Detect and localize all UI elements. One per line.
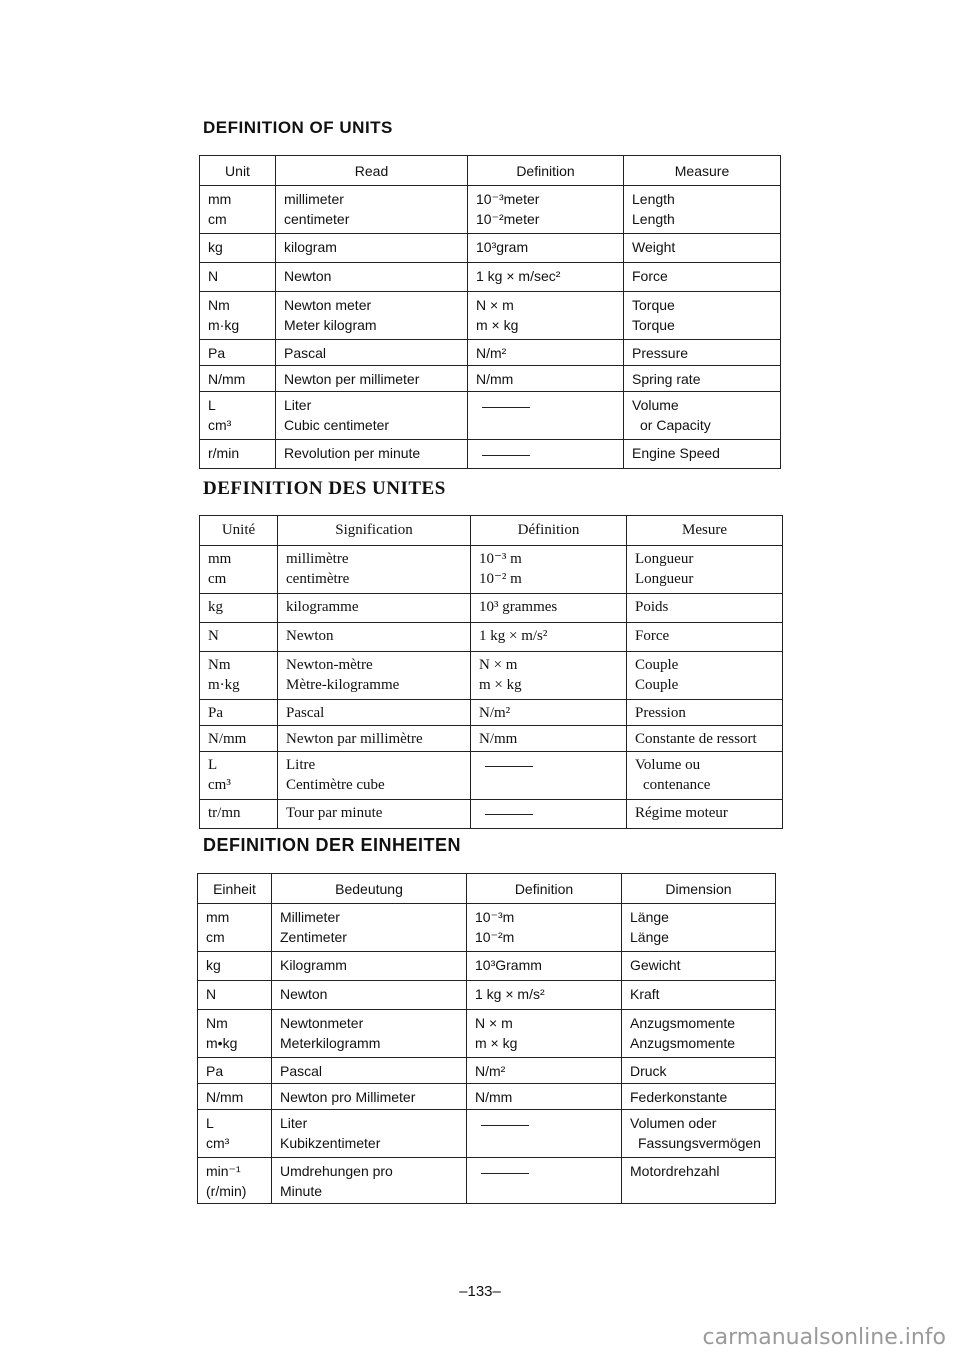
cell-definition (468, 366, 624, 392)
cell-measure (627, 623, 783, 652)
cell-definition (467, 1010, 622, 1058)
header-definition: Definition (467, 874, 622, 904)
cell-measure (624, 340, 781, 366)
cell-line: contenance (643, 777, 711, 793)
cell-line: Millimeter (280, 909, 340, 925)
cell-measure (624, 263, 781, 292)
cell-definition (467, 904, 622, 952)
cell-line: N/mm (479, 731, 518, 747)
cell-measure (624, 366, 781, 392)
cell-line: Kilogramm (280, 957, 347, 973)
cell-definition (468, 263, 624, 292)
header-unit: Einheit (198, 874, 272, 904)
cell-measure (627, 652, 783, 700)
cell-line: Litre (286, 757, 316, 773)
units-table-en (199, 155, 781, 469)
cell-read (276, 234, 468, 263)
cell-line: Spring rate (632, 371, 701, 387)
empty-dash (482, 455, 530, 456)
cell-line: Newton (284, 268, 332, 284)
cell-definition (468, 340, 624, 366)
cell-unit (200, 594, 278, 623)
cell-definition (468, 392, 624, 440)
header-measure: Mesure (627, 516, 783, 546)
cell-line: m × kg (476, 317, 519, 333)
table-row (200, 440, 781, 469)
cell-line: Cubic centimeter (284, 417, 390, 433)
cell-line: cm (208, 211, 227, 227)
table-row (200, 594, 783, 623)
cell-definition (471, 594, 627, 623)
cell-read (278, 652, 471, 700)
cell-line: Pascal (284, 345, 327, 361)
units-table-fr (199, 515, 783, 829)
cell-read (272, 1084, 467, 1110)
cell-read (278, 800, 471, 829)
cell-unit (198, 952, 272, 981)
cell-line: L (208, 397, 216, 413)
table-row (200, 726, 783, 752)
cell-unit (200, 186, 276, 234)
cell-line: 10⁻² m (479, 571, 522, 587)
cell-line: Mètre-kilogramme (286, 677, 400, 693)
table-row (200, 366, 781, 392)
cell-measure (627, 752, 783, 800)
cell-line: cm (206, 929, 225, 945)
cell-line: kg (208, 239, 223, 255)
cell-line: Kubikzentimeter (280, 1135, 381, 1151)
cell-line: L (208, 757, 218, 773)
cell-line: mm (208, 191, 232, 207)
table-row (198, 904, 776, 952)
cell-line: Newton-mètre (286, 657, 373, 673)
cell-line: Tour par minute (286, 805, 383, 821)
cell-line: Motordrehzahl (630, 1163, 720, 1179)
cell-line: N × m (476, 297, 514, 313)
cell-line: 10³Gramm (475, 957, 542, 973)
table-row (200, 292, 781, 340)
cell-measure (624, 392, 781, 440)
cell-line: Newton meter (284, 297, 372, 313)
cell-read (276, 340, 468, 366)
cell-line: Pressure (632, 345, 689, 361)
cell-line: Force (632, 268, 668, 284)
cell-unit (198, 904, 272, 952)
cell-read (272, 1010, 467, 1058)
header-row (200, 156, 781, 186)
cell-line: Longueur (635, 571, 694, 587)
units-table-de (197, 873, 776, 1204)
empty-dash (482, 407, 530, 408)
cell-line: Newtonmeter (280, 1015, 364, 1031)
cell-line: Pascal (286, 705, 325, 721)
cell-definition (471, 726, 627, 752)
cell-line: kg (208, 599, 223, 615)
cell-line: Weight (632, 239, 676, 255)
cell-definition (467, 1084, 622, 1110)
cell-line: mm (206, 909, 230, 925)
cell-line: Pa (208, 705, 223, 721)
cell-unit (198, 1010, 272, 1058)
cell-unit (200, 340, 276, 366)
page-number: –133– (459, 1283, 501, 1300)
cell-line: Federkonstante (630, 1089, 728, 1105)
cell-line: N/mm (475, 1089, 513, 1105)
cell-unit (200, 234, 276, 263)
cell-unit (200, 700, 278, 726)
cell-line: mm (208, 551, 232, 567)
cell-line: Torque (632, 317, 675, 333)
cell-line: Length (632, 191, 675, 207)
cell-definition (467, 952, 622, 981)
cell-read (276, 392, 468, 440)
cell-line: Constante de ressort (635, 731, 757, 747)
cell-measure (627, 800, 783, 829)
section-title-de: DEFINITION DER EINHEITEN (203, 835, 462, 855)
cell-line: 10⁻³ m (479, 551, 522, 567)
cell-definition (467, 981, 622, 1010)
cell-line: cm³ (208, 417, 232, 433)
cell-line: 10⁻²m (475, 929, 515, 945)
cell-line: Liter (280, 1115, 308, 1131)
cell-line: Poids (635, 599, 669, 615)
cell-unit (200, 652, 278, 700)
cell-unit (198, 1158, 272, 1204)
cell-line: Pascal (280, 1063, 323, 1079)
table-row (198, 1058, 776, 1084)
header-definition: Definition (468, 156, 624, 186)
header-row (198, 874, 776, 904)
cell-line: Volume (632, 397, 679, 413)
cell-read (272, 1058, 467, 1084)
cell-line: Length (632, 211, 675, 227)
cell-line: 10⁻³m (475, 909, 515, 925)
cell-line: N/m² (475, 1063, 506, 1079)
cell-unit (198, 1084, 272, 1110)
cell-line: L (206, 1115, 214, 1131)
cell-read (272, 904, 467, 952)
cell-line: kilogramme (286, 599, 359, 615)
cell-line: r/min (208, 445, 240, 461)
cell-line: Newton par millimètre (286, 731, 423, 747)
cell-measure (627, 546, 783, 594)
cell-line: Newton pro Millimeter (280, 1089, 416, 1105)
cell-line: kilogram (284, 239, 337, 255)
cell-line: min⁻¹ (206, 1163, 241, 1179)
cell-unit (200, 546, 278, 594)
cell-line: tr/mn (208, 805, 241, 821)
cell-line: N (206, 986, 217, 1002)
empty-dash (485, 814, 533, 815)
cell-definition (471, 546, 627, 594)
table-row (200, 234, 781, 263)
cell-definition (471, 652, 627, 700)
table-row (200, 623, 783, 652)
cell-line: Pa (208, 345, 226, 361)
cell-line: (r/min) (206, 1183, 247, 1199)
table-row (200, 700, 783, 726)
header-measure: Dimension (622, 874, 776, 904)
table-row (198, 952, 776, 981)
cell-unit (200, 440, 276, 469)
table-row (200, 392, 781, 440)
cell-line: Volume ou (635, 757, 701, 773)
watermark-text: carmanualsonline.info (702, 1325, 946, 1350)
header-definition: Définition (471, 516, 627, 546)
cell-line: or Capacity (640, 417, 711, 433)
cell-line: Liter (284, 397, 312, 413)
cell-line: Régime moteur (635, 805, 728, 821)
cell-line: Gewicht (630, 957, 681, 973)
cell-unit (200, 800, 278, 829)
cell-unit (200, 366, 276, 392)
header-read: Read (276, 156, 468, 186)
cell-line: 10³ grammes (479, 599, 558, 615)
cell-definition (467, 1158, 622, 1204)
cell-line: 1 kg × m/s² (479, 628, 548, 644)
cell-measure (622, 904, 776, 952)
cell-line: Couple (635, 657, 679, 673)
table-row (198, 981, 776, 1010)
header-unit: Unité (200, 516, 278, 546)
cell-measure (622, 1058, 776, 1084)
cell-measure (624, 186, 781, 234)
table-row (200, 263, 781, 292)
cell-line: centimètre (286, 571, 350, 587)
table-row (200, 546, 783, 594)
cell-line: N/mm (206, 1089, 244, 1105)
cell-unit (200, 623, 278, 652)
table-row (198, 1110, 776, 1158)
table-row (198, 1084, 776, 1110)
cell-line: Revolution per minute (284, 445, 421, 461)
cell-line: Newton (286, 628, 334, 644)
cell-line: Zentimeter (280, 929, 347, 945)
cell-measure (622, 1158, 776, 1204)
cell-line: N/mm (476, 371, 514, 387)
cell-line: N/mm (208, 371, 246, 387)
cell-read (278, 752, 471, 800)
cell-definition (471, 752, 627, 800)
cell-line: Force (635, 628, 670, 644)
cell-definition (471, 700, 627, 726)
cell-line: Fassungsvermögen (638, 1135, 761, 1151)
cell-line: Longueur (635, 551, 694, 567)
cell-line: Centimètre cube (286, 777, 385, 793)
cell-line: Meter kilogram (284, 317, 377, 333)
cell-read (272, 952, 467, 981)
cell-line: Kraft (630, 986, 660, 1002)
cell-line: Couple (635, 677, 679, 693)
cell-line: m·kg (208, 677, 240, 693)
cell-measure (622, 981, 776, 1010)
cell-line: Pression (635, 705, 686, 721)
cell-read (276, 366, 468, 392)
cell-definition (471, 800, 627, 829)
header-read: Signification (278, 516, 471, 546)
cell-line: Engine Speed (632, 445, 720, 461)
cell-line: centimeter (284, 211, 350, 227)
cell-line: 1 kg × m/s² (475, 986, 545, 1002)
cell-line: cm³ (208, 777, 231, 793)
cell-line: Druck (630, 1063, 667, 1079)
cell-line: N × m (479, 657, 518, 673)
section-title-fr: DEFINITION DES UNITES (203, 478, 446, 499)
cell-measure (622, 1110, 776, 1158)
cell-definition (468, 292, 624, 340)
cell-measure (622, 1010, 776, 1058)
cell-measure (624, 234, 781, 263)
cell-line: Volumen oder (630, 1115, 717, 1131)
cell-definition (467, 1058, 622, 1084)
cell-line: Meterkilogramm (280, 1035, 381, 1051)
cell-unit (200, 392, 276, 440)
cell-read (272, 981, 467, 1010)
cell-read (278, 700, 471, 726)
cell-line: m·kg (208, 317, 240, 333)
cell-definition (471, 623, 627, 652)
cell-line: Umdrehungen pro (280, 1163, 393, 1179)
cell-measure (624, 292, 781, 340)
cell-measure (627, 594, 783, 623)
empty-dash (481, 1125, 529, 1126)
cell-line: m × kg (475, 1035, 518, 1051)
cell-unit (198, 1058, 272, 1084)
table-row (198, 1010, 776, 1058)
cell-line: Anzugsmomente (630, 1035, 736, 1051)
cell-measure (622, 1084, 776, 1110)
cell-line: N (208, 268, 219, 284)
cell-line: millimeter (284, 191, 344, 207)
cell-line: cm (208, 571, 227, 587)
cell-read (276, 186, 468, 234)
cell-line: Anzugsmomente (630, 1015, 736, 1031)
cell-line: Länge (630, 929, 669, 945)
header-read: Bedeutung (272, 874, 467, 904)
cell-line: millimètre (286, 551, 349, 567)
cell-line: 10⁻³meter (476, 191, 540, 207)
cell-line: 10³gram (476, 239, 529, 255)
cell-read (276, 440, 468, 469)
cell-read (276, 263, 468, 292)
table-row (200, 652, 783, 700)
cell-measure (627, 700, 783, 726)
header-unit: Unit (200, 156, 276, 186)
table-row (200, 800, 783, 829)
cell-line: N (208, 628, 219, 644)
table-row (198, 1158, 776, 1204)
cell-line: kg (206, 957, 221, 973)
cell-measure (622, 952, 776, 981)
cell-unit (200, 752, 278, 800)
cell-line: cm³ (206, 1135, 230, 1151)
cell-line: N/m² (476, 345, 507, 361)
cell-line: Newton per millimeter (284, 371, 420, 387)
cell-line: N × m (475, 1015, 513, 1031)
cell-unit (200, 263, 276, 292)
cell-measure (627, 726, 783, 752)
header-row (200, 516, 783, 546)
cell-read (272, 1158, 467, 1204)
cell-unit (200, 726, 278, 752)
cell-line: N/mm (208, 731, 247, 747)
cell-definition (468, 186, 624, 234)
cell-read (278, 594, 471, 623)
cell-line: 10⁻²meter (476, 211, 540, 227)
cell-definition (468, 234, 624, 263)
cell-line: Newton (280, 986, 328, 1002)
cell-definition (467, 1110, 622, 1158)
section-title-en: DEFINITION OF UNITS (203, 118, 393, 137)
cell-line: Torque (632, 297, 675, 313)
header-measure: Measure (624, 156, 781, 186)
cell-measure (624, 440, 781, 469)
cell-line: N/m² (479, 705, 511, 721)
cell-line: Nm (208, 297, 230, 313)
table-row (200, 752, 783, 800)
table-row (200, 340, 781, 366)
cell-line: m•kg (206, 1035, 238, 1051)
cell-line: Minute (280, 1183, 323, 1199)
cell-line: Länge (630, 909, 669, 925)
cell-read (278, 623, 471, 652)
cell-read (276, 292, 468, 340)
cell-unit (198, 981, 272, 1010)
cell-unit (198, 1110, 272, 1158)
cell-unit (200, 292, 276, 340)
empty-dash (481, 1173, 529, 1174)
cell-line: m × kg (479, 677, 522, 693)
cell-line: Nm (208, 657, 231, 673)
cell-definition (468, 440, 624, 469)
empty-dash (485, 766, 533, 767)
cell-read (272, 1110, 467, 1158)
cell-line: Nm (206, 1015, 228, 1031)
cell-read (278, 546, 471, 594)
cell-line: 1 kg × m/sec² (476, 268, 561, 284)
cell-line: Pa (206, 1063, 224, 1079)
table-row (200, 186, 781, 234)
cell-read (278, 726, 471, 752)
